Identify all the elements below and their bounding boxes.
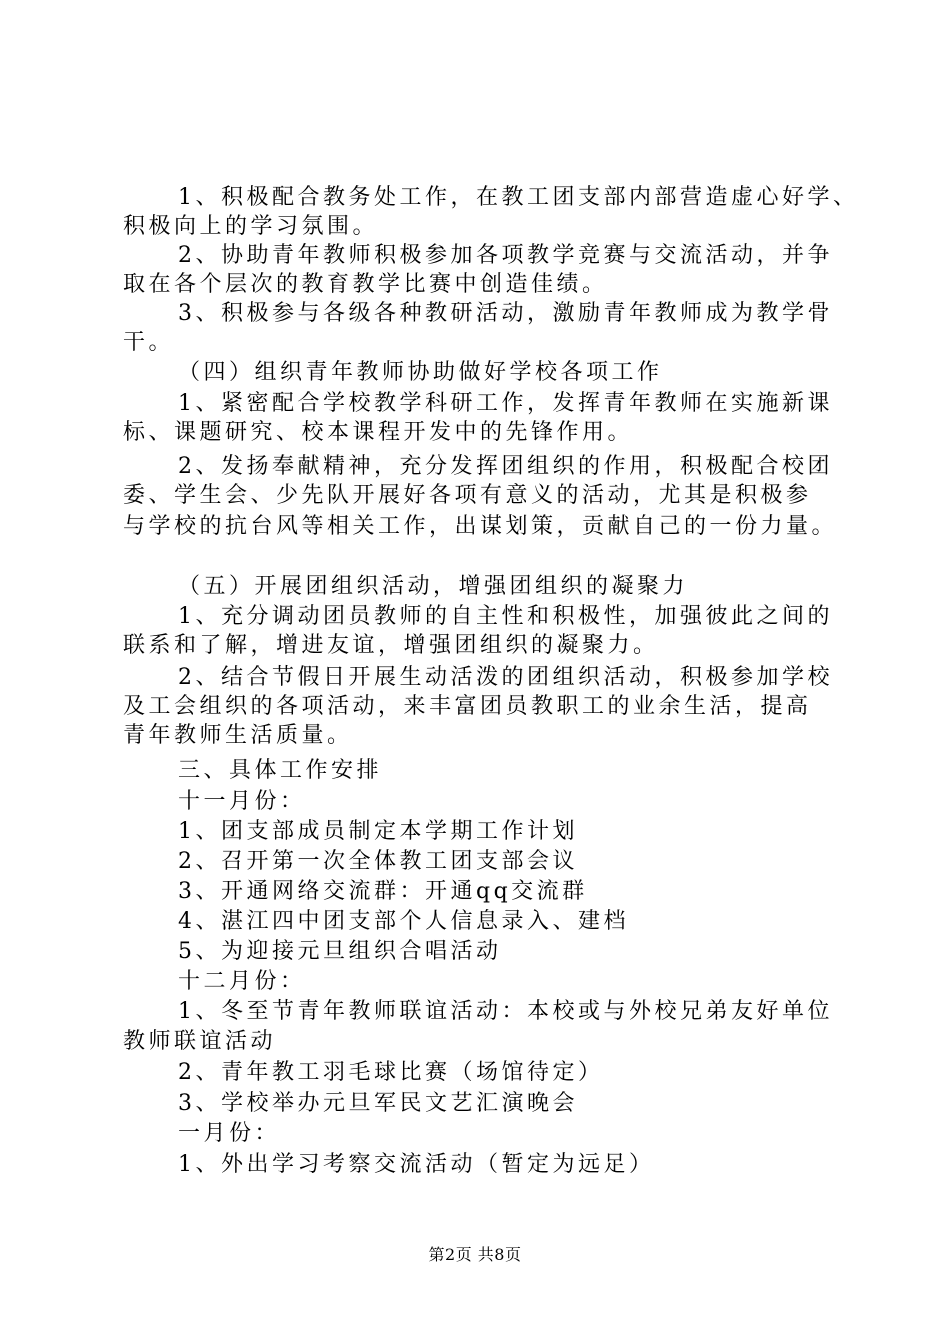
paragraph-line: 3、积极参与各级各种教研活动，激励青年教师成为教学骨 bbox=[178, 301, 833, 326]
list-item: 2、青年教工羽毛球比赛（场馆待定） bbox=[178, 1060, 604, 1085]
paragraph-line: 与学校的抗台风等相关工作，出谋划策，贡献自己的一份力量。 bbox=[123, 514, 838, 539]
list-item: 4、湛江四中团支部个人信息录入、建档 bbox=[178, 909, 629, 934]
paragraph-line: 1、充分调动团员教师的自主性和积极性，加强彼此之间的 bbox=[178, 604, 833, 629]
paragraph-line: 1、紧密配合学校教学科研工作，发挥青年教师在实施新课 bbox=[178, 391, 833, 416]
section-heading: 三、具体工作安排 bbox=[178, 758, 383, 783]
paragraph-line: 青年教师生活质量。 bbox=[123, 723, 353, 748]
paragraph-line: 联系和了解，增进友谊，增强团组织的凝聚力。 bbox=[123, 633, 659, 658]
paragraph-line: 委、学生会、少先队开展好各项有意义的活动，尤其是积极参 bbox=[123, 483, 812, 508]
list-item: 教师联谊活动 bbox=[123, 1029, 277, 1054]
list-item: 5、为迎接元旦组织合唱活动 bbox=[178, 939, 502, 964]
paragraph-line: 干。 bbox=[123, 330, 175, 355]
paragraph-line: 1、积极配合教务处工作，在教工团支部内部营造虚心好学、 bbox=[178, 185, 859, 210]
paragraph-line: 及工会组织的各项活动，来丰富团员教职工的业余生活，提高 bbox=[123, 694, 812, 719]
paragraph-line: 2、协助青年教师积极参加各项教学竞赛与交流活动，并争 bbox=[178, 243, 833, 268]
paragraph-line: 2、发扬奉献精神，充分发挥团组织的作用，积极配合校团 bbox=[178, 454, 833, 479]
page-number-footer: 第2页 共8页 bbox=[428, 1245, 522, 1264]
section-heading: （五）开展团组织活动，增强团组织的凝聚力 bbox=[178, 574, 689, 599]
list-item: 3、学校举办元旦军民文艺汇演晚会 bbox=[178, 1091, 578, 1116]
paragraph-line: 2、结合节假日开展生动活泼的团组织活动，积极参加学校 bbox=[178, 665, 833, 690]
list-item: 1、冬至节青年教师联谊活动：本校或与外校兄弟友好单位 bbox=[178, 999, 833, 1024]
paragraph-line: 积极向上的学习氛围。 bbox=[123, 214, 379, 239]
section-heading: （四）组织青年教师协助做好学校各项工作 bbox=[178, 360, 663, 385]
paragraph-line: 标、课题研究、校本课程开发中的先锋作用。 bbox=[123, 420, 634, 445]
list-item: 3、开通网络交流群：开通qq交流群 bbox=[178, 879, 588, 904]
paragraph-line: 取在各个层次的教育教学比赛中创造佳绩。 bbox=[123, 272, 608, 297]
list-item: 2、召开第一次全体教工团支部会议 bbox=[178, 849, 578, 874]
list-item: 1、外出学习考察交流活动（暂定为远足） bbox=[178, 1152, 655, 1177]
month-heading: 十一月份： bbox=[178, 789, 306, 814]
month-heading: 十二月份： bbox=[178, 969, 306, 994]
list-item: 1、团支部成员制定本学期工作计划 bbox=[178, 819, 578, 844]
month-heading: 一月份： bbox=[178, 1121, 281, 1146]
